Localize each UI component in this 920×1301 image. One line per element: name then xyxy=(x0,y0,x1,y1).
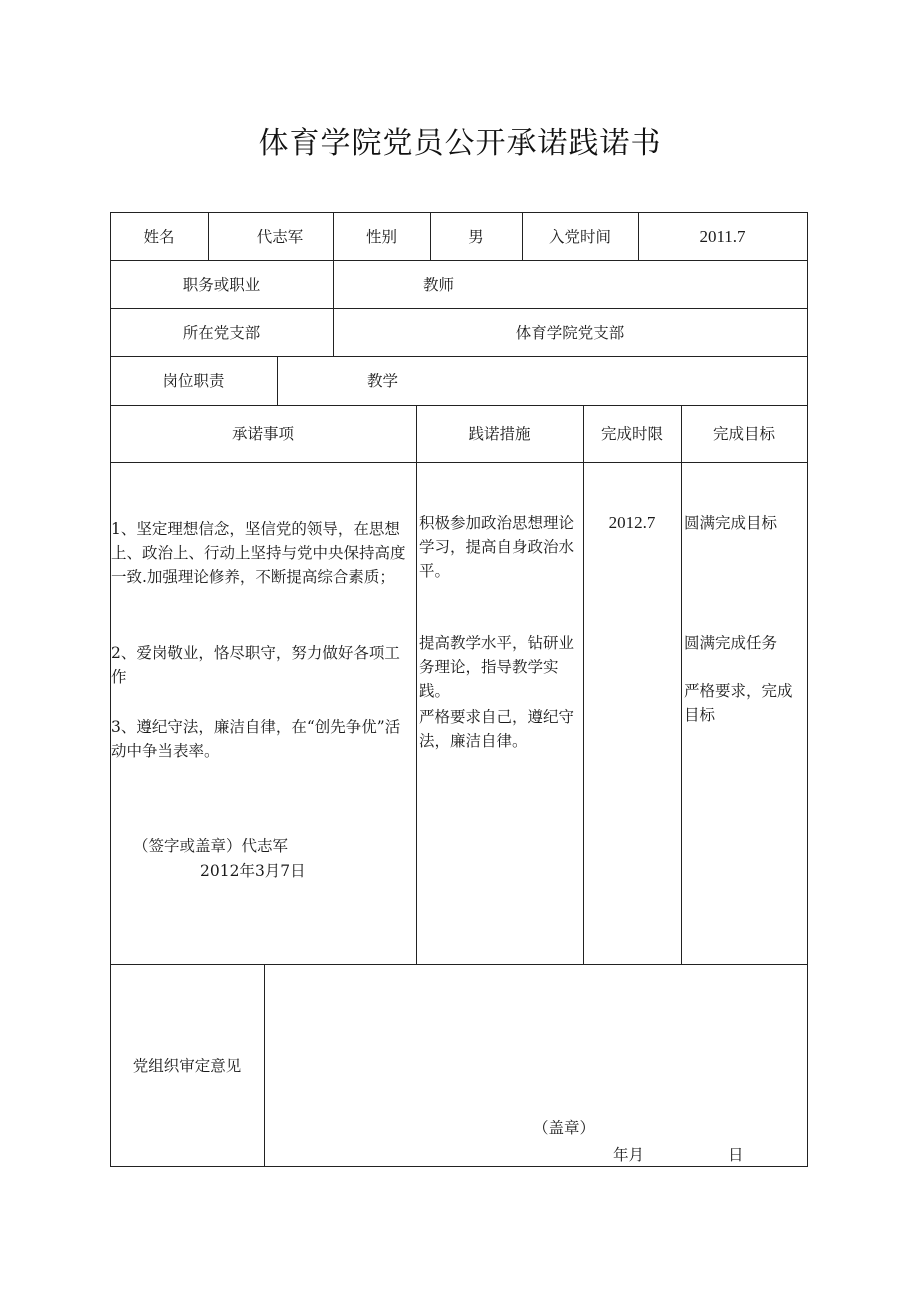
name-value: 代志军 xyxy=(256,228,304,246)
goal-item-2: 圆满完成任务 xyxy=(684,634,778,652)
position-label: 职务或职业 xyxy=(182,276,261,294)
measures-header: 践诺措施 xyxy=(468,425,531,443)
measure-item-2: 提高教学水平，钻研业务理论，指导教学实践。 xyxy=(419,634,575,700)
gender-label: 性别 xyxy=(365,228,397,246)
review-year-month: 年月 xyxy=(613,1146,645,1164)
deadline-value: 2012.7 xyxy=(608,513,656,532)
measure-item-1: 积极参加政治思想理论学习，提高自身政治水平。 xyxy=(419,514,575,580)
duty-value: 教学 xyxy=(367,372,399,390)
review-day: 日 xyxy=(728,1146,744,1164)
commitment-item-1: 1、坚定理想信念，坚信党的领导，在思想上、政治上、行动上坚持与党中央保持高度一致.加强理论修养，不断提高综合素质； xyxy=(111,520,406,586)
position-value: 教师 xyxy=(423,276,455,294)
goal-item-3: 严格要求，完成目标 xyxy=(684,682,793,724)
commitment-item-2: 2、爱岗敬业，恪尽职守，努力做好各项工作 xyxy=(111,644,400,686)
page-title: 体育学院党员公开承诺践诺书 xyxy=(258,126,662,161)
commitment-item-3: 3、遵纪守法，廉洁自律，在“创先争优”活动中争当表率。 xyxy=(111,718,401,760)
join-date-label: 入党时间 xyxy=(548,228,611,246)
duty-label: 岗位职责 xyxy=(162,372,225,390)
measure-item-3: 严格要求自己，遵纪守法，廉洁自律。 xyxy=(419,708,575,750)
review-label: 党组织审定意见 xyxy=(132,1057,242,1075)
name-label: 姓名 xyxy=(143,228,175,246)
branch-value: 体育学院党支部 xyxy=(515,324,625,342)
review-stamp: （盖章） xyxy=(533,1119,596,1137)
commitment-header: 承诺事项 xyxy=(231,425,294,443)
signature-date: 2012年3月7日 xyxy=(200,862,306,880)
join-date-value: 2011.7 xyxy=(699,227,746,246)
goal-item-1: 圆满完成目标 xyxy=(684,514,778,532)
branch-label: 所在党支部 xyxy=(182,324,261,342)
goal-header: 完成目标 xyxy=(712,425,775,443)
deadline-header: 完成时限 xyxy=(600,425,663,443)
gender-value: 男 xyxy=(468,228,484,246)
signature-line: （签字或盖章）代志军 xyxy=(133,837,289,855)
